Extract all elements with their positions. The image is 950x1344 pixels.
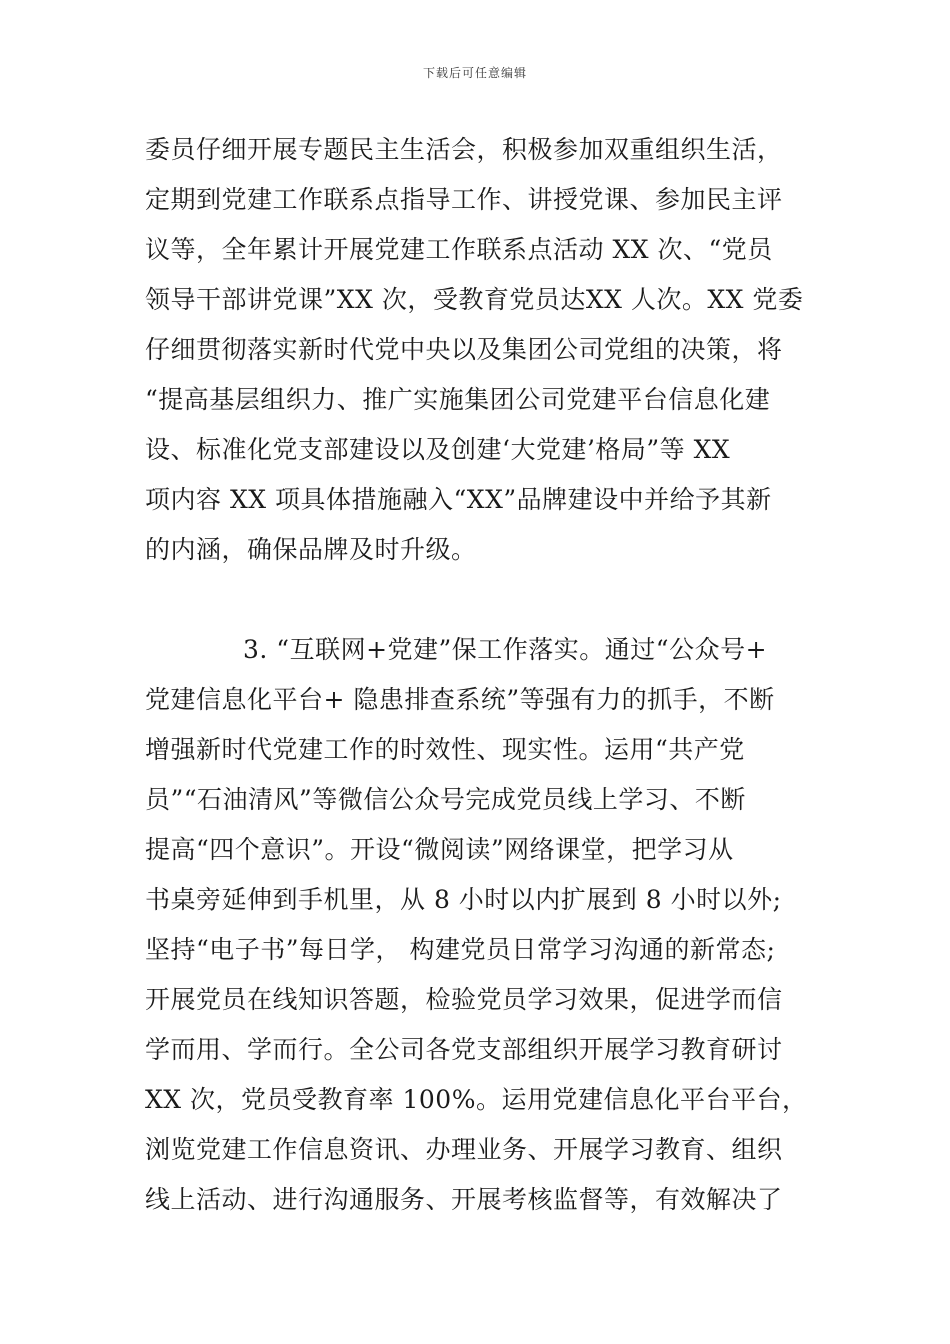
paragraph-2-line: 坚持“电子书”每日学， 构建党员日常学习沟通的新常态; — [145, 935, 776, 964]
paragraph-2-line: 员”“石油清风”等微信公众号完成党员线上学习、不断 — [145, 785, 746, 814]
paragraph-2-line: 开展党员在线知识答题，检验党员学习效果，促进学而信 — [145, 985, 783, 1014]
paragraph-1-line: 议等，全年累计开展党建工作联系点活动 XX 次、“党员 — [145, 235, 773, 264]
paragraph-2-line: 增强新时代党建工作的时效性、现实性。运用“共产党 — [145, 735, 745, 764]
paragraph-2-line: 学而用、学而行。全公司各党支部组织开展学习教育研讨 — [145, 1035, 783, 1064]
paragraph-2-line: 党建信息化平台+ 隐患排查系统”等强有力的抓手，不断 — [145, 685, 775, 714]
paragraph-1-line: 定期到党建工作联系点指导工作、讲授党课、参加民主评 — [145, 185, 783, 214]
paragraph-1-line: 的内涵，确保品牌及时升级。 — [145, 535, 477, 564]
paragraph-2-line: 书桌旁延伸到手机里，从 8 小时以内扩展到 8 小时以外; — [145, 885, 782, 914]
paragraph-2-line: 浏览党建工作信息资讯、办理业务、开展学习教育、组织 — [145, 1135, 783, 1164]
document-body — [145, 125, 835, 1225]
paragraph-1-line: 设、标准化党支部建设以及创建‘大党建’格局”等 XX — [145, 435, 731, 464]
paragraph-1-line: 委员仔细开展专题民主生活会，积极参加双重组织生活， — [145, 135, 783, 164]
paragraph-2-line: 提高“四个意识”。开设“微阅读”网络课堂，把学习从 — [145, 835, 734, 864]
paragraph-1-line: 仔细贯彻落实新时代党中央以及集团公司党组的决策，将 — [145, 335, 783, 364]
paragraph-1-line: 项内容 XX 项具体措施融入“XX”品牌建设中并给予其新 — [145, 485, 772, 514]
paragraph-gap — [145, 575, 835, 625]
page-header: 下载后可任意编辑 — [422, 66, 527, 80]
paragraph-2-line: XX 次，党员受教育率 100%。运用党建信息化平台平台， — [145, 1085, 808, 1114]
paragraph-2-line: 3. “互联网+党建”保工作落实。通过“公众号+ — [243, 635, 768, 664]
paragraph-1-line: “提高基层组织力、推广实施集团公司党建平台信息化建 — [145, 385, 771, 414]
paragraph-1-line: 领导干部讲党课”XX 次，受教育党员达XX 人次。XX 党委 — [145, 285, 804, 314]
paragraph-2-line: 线上活动、进行沟通服务、开展考核监督等，有效解决了 — [145, 1185, 783, 1214]
